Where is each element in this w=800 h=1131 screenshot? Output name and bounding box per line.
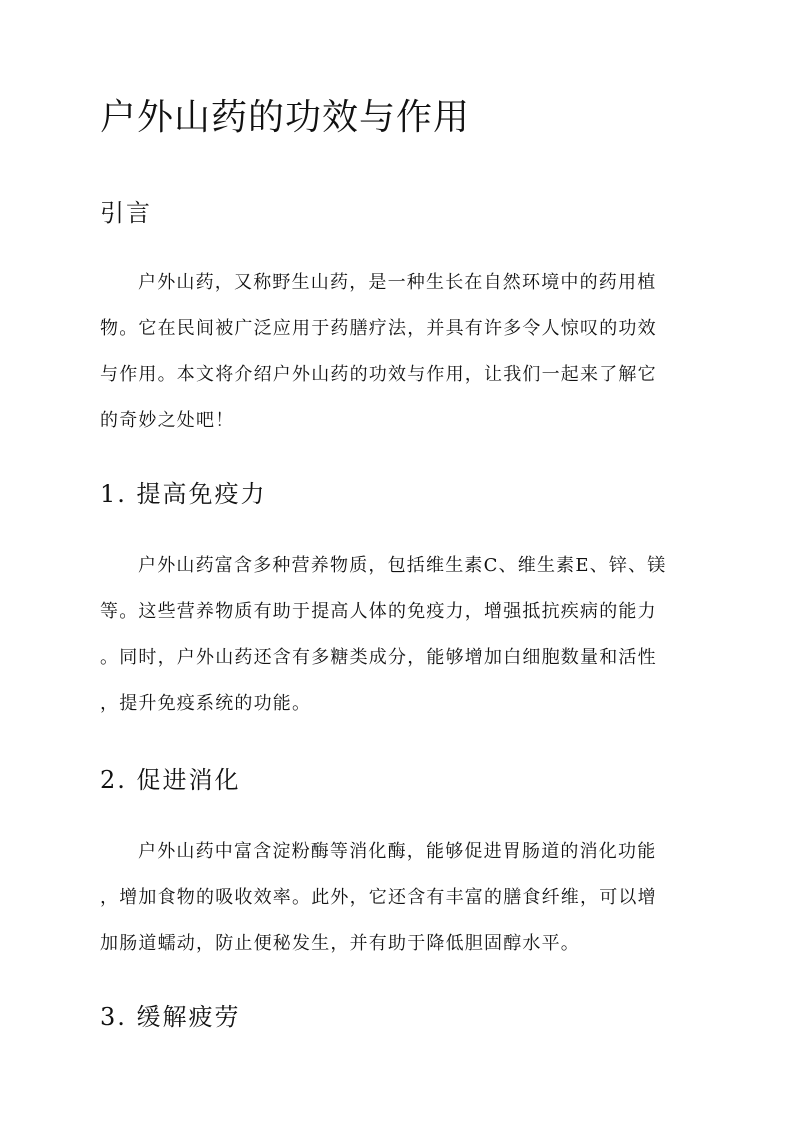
section-heading-digestion: 2. 促进消化 [100, 766, 241, 794]
section-heading-intro: 引言 [100, 199, 152, 227]
document-title: 户外山药的功效与作用 [100, 97, 471, 138]
paragraph-line: 与作用。本文将介绍户外山药的功效与作用，让我们一起来了解它 [100, 364, 657, 385]
section-paragraph-digestion [100, 829, 702, 967]
paragraph-line: 户外山药，又称野生山药，是一种生长在自然环境中的药用植 [138, 272, 657, 293]
paragraph-line: 加肠道蠕动，防止便秘发生，并有助于降低胆固醇水平。 [100, 933, 580, 954]
section-heading-fatigue: 3. 缓解疲劳 [100, 1003, 241, 1031]
paragraph-line: 物。它在民间被广泛应用于药膳疗法，并具有许多令人惊叹的功效 [100, 318, 657, 339]
paragraph-line: 。同时，户外山药还含有多糖类成分，能够增加白细胞数量和活性 [100, 647, 657, 668]
paragraph-line: 的奇妙之处吧！ [100, 410, 235, 431]
paragraph-line: 户外山药富含多种营养物质，包括维生素C、维生素E、锌、镁 [138, 555, 667, 576]
section-paragraph-immunity [100, 543, 702, 727]
paragraph-line: ，提升免疫系统的功能。 [100, 693, 312, 714]
section-heading-immunity: 1. 提高免疫力 [100, 480, 267, 508]
paragraph-line: 户外山药中富含淀粉酶等消化酶，能够促进胃肠道的消化功能 [138, 841, 657, 862]
section-paragraph-intro [100, 260, 702, 444]
paragraph-line: 等。这些营养物质有助于提高人体的免疫力，增强抵抗疾病的能力 [100, 601, 657, 622]
paragraph-line: ，增加食物的吸收效率。此外，它还含有丰富的膳食纤维，可以增 [100, 887, 657, 908]
